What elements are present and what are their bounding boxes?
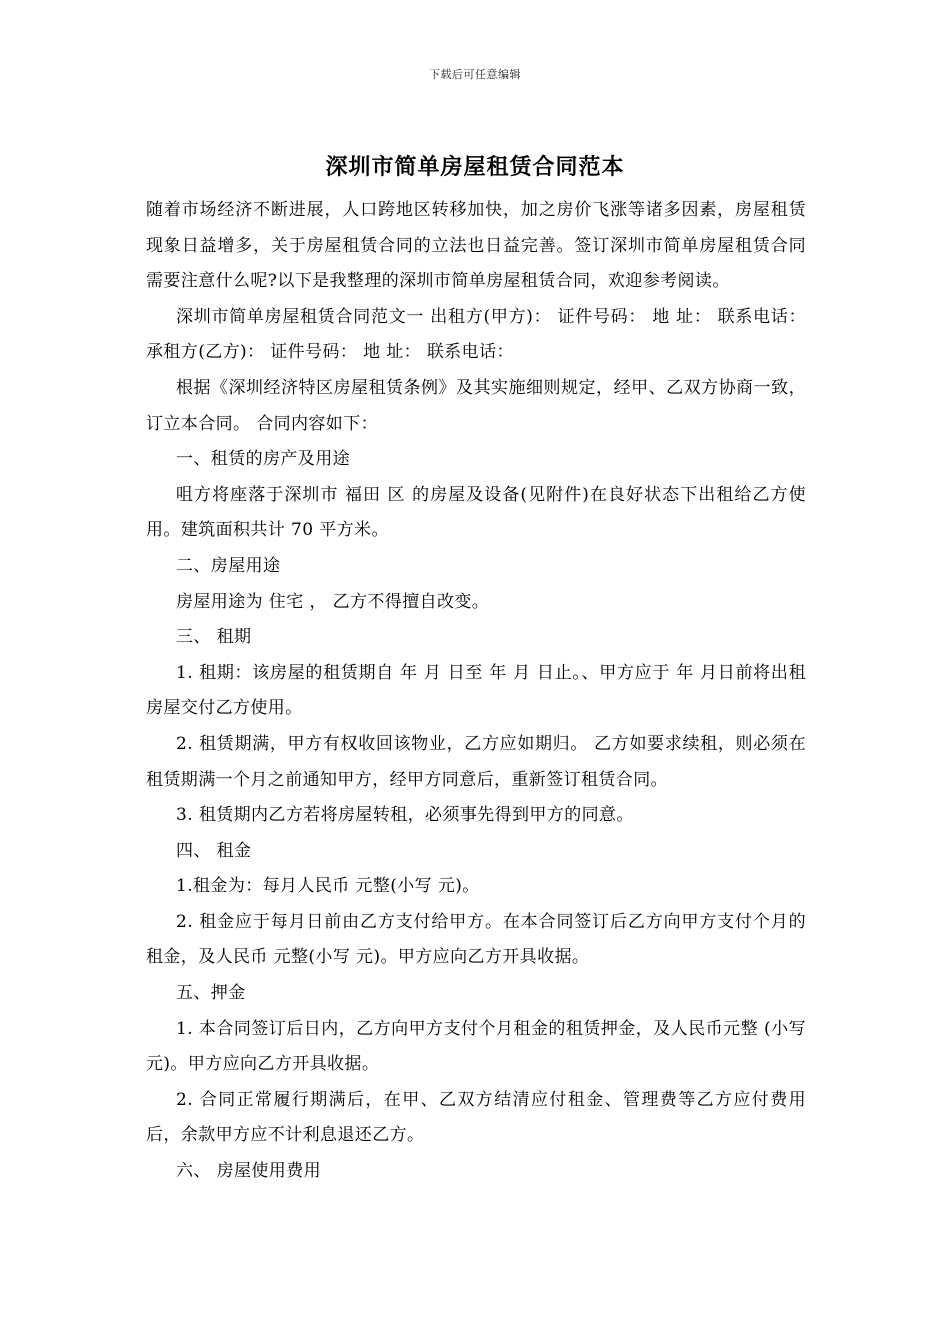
paragraph: 二、房屋用途 [176,555,281,576]
header-note: 下载后可任意编辑 [429,68,521,81]
paragraph: 1.租金为：每月人民币 元整(小写 元)。 [176,876,480,897]
paragraph: 房屋用途为 住宅 ， 乙方不得擅自改变。 [176,591,490,612]
paragraph: 1. 本合同签订后日内，乙方向甲方支付个月租金的租赁押金，及人民币元整 (小写 元)。甲方应向乙方开具收据。 [146,1018,806,1075]
paragraph: 深圳市简单房屋租赁合同范文一 出租方(甲方)： 证件号码： 地 址： 联系电话： 承租方(乙方)： 证件号码： 地 址： 联系电话： [146,306,806,363]
document-title: 深圳市简单房屋租赁合同范本 [325,154,625,180]
paragraph: 3. 租赁期内乙方若将房屋转租，必须事先得到甲方的同意。 [176,805,634,826]
paragraph: 咀方将座落于深圳市 福田 区 的房屋及设备(见附件)在良好状态下出租给乙方使用。建筑面积共计 70 平方米。 [146,484,806,541]
paragraph: 随着市场经济不断进展，人口跨地区转移加快，加之房价飞涨等诸多因素，房屋租赁现象日益增多，关于房屋租赁合同的立法也日益完善。签订深圳市简单房屋租赁合同需要注意什么呢?以下是我整理的深圳市简单房屋租赁合同，欢迎参考阅读。 [146,200,806,292]
paragraph: 根据《深圳经济特区房屋租赁条例》及其实施细则规定，经甲、乙双方协商一致，订立本合同。 合同内容如下： [146,377,806,434]
paragraph: 2. 合同正常履行期满后，在甲、乙双方结清应付租金、管理费等乙方应付费用后，余款甲方应不计利息退还乙方。 [146,1089,806,1146]
paragraph: 六、 房屋使用费用 [176,1161,322,1182]
paragraph: 三、 租期 [176,627,252,648]
paragraph: 五、押金 [176,983,246,1004]
paragraph: 2. 租赁期满，甲方有权收回该物业，乙方应如期归。 乙方如要求续租，则必须在租赁期满一个月之前通知甲方，经甲方同意后，重新签订租赁合同。 [146,733,806,790]
paragraph: 1. 租期：该房屋的租赁期自 年 月 日至 年 月 日止。、甲方应于 年 月日前将出租房屋交付乙方使用。 [146,662,806,719]
paragraph: 2. 租金应于每月日前由乙方支付给甲方。在本合同签订后乙方向甲方支付个月的租金，及人民币 元整(小写 元)。甲方应向乙方开具收据。 [146,911,806,968]
paragraph: 一、租赁的房产及用途 [176,449,350,470]
document-body [146,193,806,1190]
paragraph: 四、 租金 [176,840,252,861]
